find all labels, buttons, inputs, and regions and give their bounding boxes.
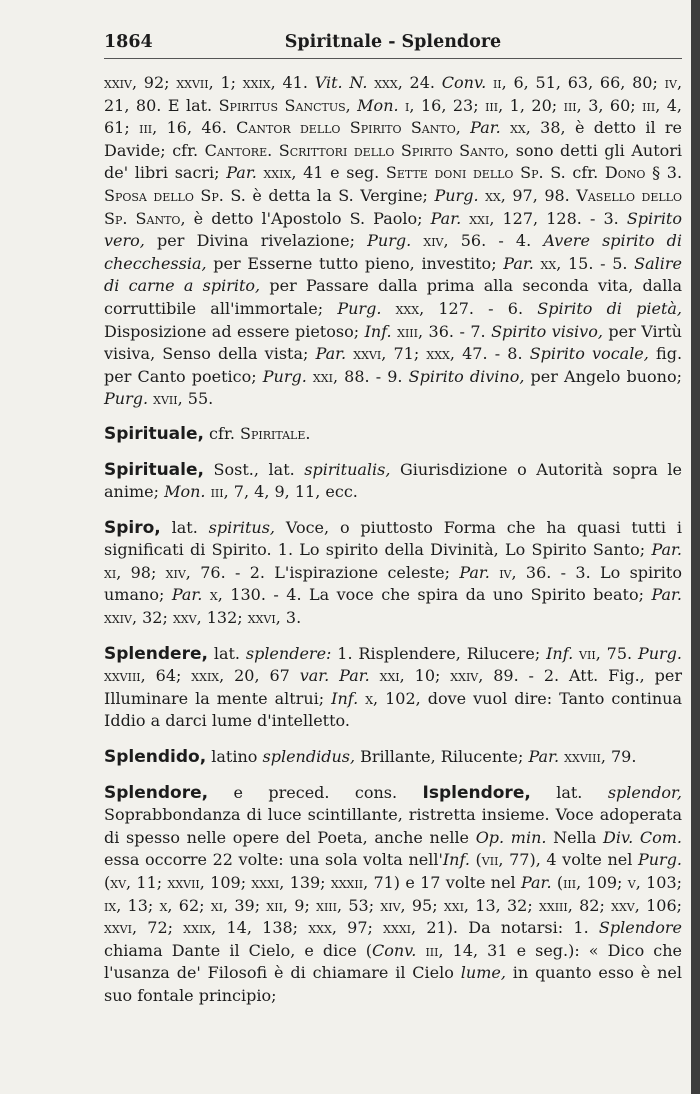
text-run: , 56. - 4. (443, 231, 544, 251)
text-run: ( (104, 873, 111, 892)
text-run (534, 254, 541, 273)
small-caps-text: x (159, 895, 168, 915)
text-run: , 21, 80. E lat. (104, 73, 683, 115)
small-caps-text: xxiv (104, 608, 132, 628)
entry-splendore (104, 782, 682, 1008)
text-run: , (455, 118, 471, 138)
text-run: , 36. - 7. (417, 321, 492, 341)
text-run: ( (551, 873, 564, 892)
small-caps-text: vii (579, 643, 596, 663)
headword: Splendido, (104, 747, 207, 768)
dictionary-text (104, 72, 682, 1021)
small-caps-text: xiii (316, 895, 337, 915)
text-run: , 130. - 4. La voce che spira da uno Spirito beato; (217, 585, 652, 605)
text-run: ( (469, 850, 482, 870)
italic-text: Par. (470, 118, 501, 138)
small-caps-text: xxv (611, 895, 635, 915)
italic-text: Par. (430, 208, 462, 228)
italic-text: Par. (528, 747, 560, 767)
italic-text: Purg. (337, 298, 382, 318)
italic-text: Salire di carne a spirito, (104, 253, 683, 296)
text-run: . (267, 140, 279, 160)
italic-text: Purg. (104, 389, 149, 409)
text-run: , 32; (131, 608, 173, 628)
text-run: per Virtù visiva, Senso della vista; (104, 321, 682, 364)
text-run (490, 563, 499, 582)
small-caps-text: xxi (312, 366, 333, 386)
text-run: lat. (160, 517, 209, 537)
italic-text: Par. (171, 585, 203, 605)
small-caps-text: Sette doni dello Sp. S. (385, 163, 566, 183)
text-run (411, 231, 423, 250)
small-caps-text: xxx (374, 73, 398, 92)
text-run: Giurisdizione o Autorità sopra le anime; (104, 459, 682, 502)
page-edge (691, 0, 700, 1094)
small-caps-text: xx (510, 118, 526, 138)
running-header (104, 30, 682, 59)
italic-text: Avere spirito di checchessia, (104, 231, 683, 273)
text-run: , 88. - 9. (332, 366, 409, 386)
italic-text: var. (299, 666, 330, 686)
small-caps-text: iii (139, 118, 153, 138)
text-run: Nella (546, 827, 604, 847)
text-run: , 55. (177, 389, 214, 409)
small-caps-text: xiv (380, 895, 401, 915)
headword: Splendore, (104, 782, 209, 803)
italic-text: Par. (651, 540, 682, 560)
text-run: , sono detti gli Autori de' libri sacri; (104, 140, 683, 183)
text-run (329, 666, 339, 685)
text-run: in quanto esso è nel suo fontale principio; (104, 963, 683, 1005)
italic-text: Spirito vocale, (529, 344, 649, 364)
small-caps-text: vii (481, 850, 499, 870)
text-run: Brillante, Rilucente; (355, 747, 529, 767)
small-caps-text: ii (492, 73, 502, 92)
italic-text: Inf. (442, 850, 470, 870)
text-run: , 127. - 6. (419, 298, 538, 318)
text-run: per Divina rivelazione; (144, 231, 368, 251)
italic-text: splendere: (245, 643, 332, 663)
text-run: , 95; (400, 895, 444, 915)
small-caps-text: xxix (183, 918, 212, 938)
italic-text: Vit. N. (314, 73, 368, 92)
text-run: cfr. (565, 163, 605, 183)
small-caps-text: xi (104, 562, 117, 582)
italic-text: Spirito divino, (408, 366, 525, 386)
small-caps-text: iii (563, 95, 577, 115)
small-caps-text: xxi (379, 666, 400, 686)
text-run: , 1, 20; (498, 95, 564, 115)
small-caps-text: iv (664, 73, 677, 92)
text-run: , 21). Da notarsi: 1. (411, 918, 599, 938)
text-run: e preced. cons. (208, 782, 423, 802)
small-caps-text: xii (266, 895, 283, 915)
text-run: , 76. - 2. L'ispirazione celeste; (185, 562, 460, 582)
italic-text: Spirito di pietà, (537, 298, 682, 318)
text-run: , 109; (199, 873, 252, 892)
text-run: , 79. (600, 747, 637, 767)
small-caps-text: x (365, 688, 374, 708)
text-run: , 139; (279, 873, 331, 892)
small-caps-text: xxvii (176, 73, 209, 92)
small-caps-text: iii (425, 940, 439, 960)
text-run: , 38, è detto il re Davide; cfr. (104, 118, 683, 160)
text-run: lat. (530, 782, 608, 802)
text-run: , 72; (131, 918, 184, 938)
text-run: , 41. (270, 73, 315, 92)
entry-splendido (104, 746, 682, 769)
italic-text: spiritus, (208, 517, 276, 537)
text-run: per Passare dalla prima alla seconda vita, dalla corruttibile all'immortale; (104, 276, 683, 318)
text-run: , 62; (167, 895, 211, 915)
small-caps-text: v (627, 873, 636, 892)
small-caps-text: xxiii (539, 895, 568, 915)
text-run: , 102, dove vuol dire: Tanto continua Iddio a darci lume d'intelletto. (104, 688, 683, 731)
headword: Spirituale, (104, 459, 204, 480)
text-run: , 77), 4 volte nel (498, 850, 638, 870)
text-run: essa occorre 22 volte: una sola volta nell' (104, 850, 443, 870)
small-caps-text: Cantore (204, 140, 268, 160)
small-caps-text: xxvi (247, 608, 276, 628)
headword: Spiro, (104, 517, 161, 538)
text-run (501, 118, 510, 137)
text-run: , 47. - 8. (449, 344, 530, 364)
text-run: , 41 e seg. (291, 163, 386, 183)
small-caps-text: xi (210, 895, 223, 915)
small-caps-text: xv (110, 873, 127, 892)
headword: Splendere, (104, 643, 208, 664)
text-run: Disposizione ad essere pietoso; (104, 321, 365, 341)
text-run: , 132; (196, 608, 248, 628)
text-run: per Esserne tutto pieno, investito; (206, 253, 504, 273)
italic-text: Purg. (637, 643, 682, 663)
italic-text: lume, (460, 963, 506, 983)
entry-splendere (104, 643, 682, 733)
text-run: , 98; (116, 562, 166, 582)
italic-text: Par. (503, 253, 534, 273)
italic-text: spiritualis, (304, 459, 391, 479)
text-run: , 109; (576, 873, 628, 892)
italic-text: Mon. (357, 95, 399, 115)
text-run: , 9; (282, 895, 317, 915)
text-run: , 103; (635, 873, 683, 892)
small-caps-text: iii (210, 482, 224, 502)
italic-text: Splendore (598, 918, 682, 938)
page-number: 1864 (104, 32, 153, 52)
italic-text: Op. min. (475, 827, 547, 847)
small-caps-text: xxxi (383, 918, 411, 938)
text-run: , 14, 138; (211, 918, 309, 938)
text-run: , 82; (567, 895, 612, 915)
small-caps-text: Vasello dello Sp. Santo (104, 185, 683, 228)
small-caps-text: xxxi (251, 873, 280, 892)
text-run: , 11; (126, 873, 168, 892)
text-run: , 6, 51, 63, 66, 80; (501, 73, 665, 92)
italic-text: Inf. (331, 688, 359, 708)
text-run: , 89. - 2. Att. Fig., per Illuminare la mente altrui; (104, 666, 683, 708)
small-caps-text: xxviii (564, 747, 601, 767)
text-run: , 75. (595, 643, 638, 663)
text-run: , 71) e 17 volte nel (363, 873, 521, 892)
italic-text: Par. (339, 666, 370, 686)
text-run: , 106; (634, 895, 683, 915)
italic-text: Conv. (371, 940, 417, 960)
running-title: Spiritnale - Splendore (284, 32, 502, 52)
text-run: , 16, 23; (409, 95, 486, 115)
small-caps-text: xvii (153, 389, 178, 409)
text-run: § 3. (645, 163, 683, 183)
italic-text: Inf. (546, 643, 574, 663)
small-caps-text: xx (485, 185, 501, 205)
small-caps-text: Spiritale (240, 423, 306, 443)
text-run: è detta la S. Vergine; (245, 185, 435, 205)
text-run: Soprabbondanza di luce scintillante, ristretta insieme. Voce adoperata di spesso nelle opere del Poeta, anche nelle (104, 805, 682, 847)
text-run: , 4, 61; (104, 95, 682, 138)
small-caps-text: xxv (172, 608, 197, 628)
text-run: , 24. (397, 73, 442, 92)
small-caps-text: xxvi (104, 918, 132, 938)
headword: Spirituale, (104, 423, 204, 444)
small-caps-text: xxix (242, 73, 271, 92)
text-run: , 20, 67 (219, 666, 300, 686)
text-run: , è detto l'Apostolo S. Paolo; (180, 208, 431, 228)
small-caps-text: Sposa dello Sp. S. (104, 185, 246, 205)
italic-text: Purg. (367, 231, 412, 251)
italic-text: Purg. (262, 366, 307, 386)
small-caps-text: xxi (469, 208, 490, 228)
text-run: lat. (207, 643, 246, 663)
italic-text: Par. (226, 163, 257, 183)
small-caps-text: i (405, 95, 410, 115)
small-caps-text: xxvii (167, 873, 200, 892)
small-caps-text: xxx (308, 918, 332, 938)
text-run: Voce, o piuttosto Forma che ha quasi tutti i significati di Spirito. 1. Lo spirito della Divinità, Lo Spirito Santo; (104, 517, 683, 560)
text-run (381, 299, 395, 318)
text-run: , 13; (116, 895, 160, 915)
small-caps-text: Cantor dello Spirito Santo (236, 118, 456, 138)
text-run: chiama Dante il Cielo, e dice ( (104, 940, 372, 960)
italic-text: Par. (651, 585, 683, 605)
small-caps-text: iii (485, 95, 499, 115)
small-caps-text: xxxii (330, 873, 364, 892)
text-run: , 7, 4, 9, 11, ecc. (223, 482, 358, 502)
text-run: , 36. - 3. Lo spirito umano; (104, 562, 682, 605)
italic-text: Purg. (637, 850, 683, 870)
text-run: , 3, 60; (576, 95, 643, 115)
small-caps-text: xxix (191, 666, 220, 686)
text-run: fig. per Canto poetico; (104, 344, 683, 386)
text-run: cfr. (203, 423, 240, 443)
italic-text: Mon. (164, 482, 206, 502)
entry-spiro (104, 517, 682, 630)
small-caps-text: Dono (604, 163, 646, 183)
small-caps-text: xxix (263, 163, 292, 183)
small-caps-text: iii (642, 95, 656, 115)
italic-text: splendidus, (262, 747, 356, 767)
text-run: , 97, 98. (500, 185, 577, 205)
italic-text: Inf. (364, 321, 392, 341)
entry-spirituale-1 (104, 423, 682, 446)
text-run: , 97; (331, 918, 384, 938)
italic-text: Div. Com. (603, 827, 682, 847)
italic-text: Spirito vero, (104, 208, 682, 251)
text-run: latino (206, 747, 263, 767)
text-run: per Angelo buono; (524, 366, 682, 386)
small-caps-text: xxvi (353, 344, 382, 364)
small-caps-text: xxi (443, 895, 464, 915)
italic-text: Par. (315, 344, 347, 364)
headword: Isplendore, (422, 782, 531, 803)
small-caps-text: Scrittori dello Spirito Santo (278, 140, 505, 160)
small-caps-text: xiv (165, 562, 186, 582)
text-run: , 1; (208, 73, 243, 92)
text-run: , 3. (275, 608, 302, 628)
text-run: , 39; (223, 895, 267, 915)
text-run: , 15. - 5. (556, 253, 635, 273)
text-run (486, 73, 493, 92)
small-caps-text: iii (563, 873, 577, 892)
text-run: , (345, 95, 358, 115)
text-run: , 127, 128. - 3. (489, 208, 627, 228)
text-run: 1. Risplendere, Rilucere; (331, 643, 547, 663)
italic-text: Purg. (434, 185, 479, 205)
small-caps-text: xx (540, 253, 557, 273)
entry-spirituale-2 (104, 459, 682, 504)
text-run: , 53; (337, 895, 381, 915)
text-run: , 10; (399, 666, 451, 686)
small-caps-text: xxx (426, 344, 450, 364)
small-caps-text: xiv (423, 231, 444, 251)
small-caps-text: xiii (397, 321, 418, 341)
text-run (370, 666, 380, 685)
small-caps-text: Spiritus Sanctus (218, 95, 346, 115)
text-run: , 13, 32; (463, 895, 540, 915)
text-run: , 64; (140, 666, 192, 686)
entry-spirito-continued (104, 72, 682, 411)
small-caps-text: xxx (395, 298, 420, 318)
italic-text: Par. (520, 873, 552, 892)
small-caps-text: x (209, 585, 218, 605)
text-run: , 92; (131, 73, 177, 92)
italic-text: Spirito visivo, (491, 321, 603, 341)
small-caps-text: xxviii (104, 666, 141, 686)
text-run: , 14, 31 e seg.): « Dico che l'usanza de' Filosofi è di chiamare il Cielo (104, 940, 682, 983)
text-run: , 71; (381, 344, 427, 364)
text-run (202, 585, 209, 604)
small-caps-text: xxiv (450, 666, 479, 686)
text-run: . (305, 423, 311, 443)
small-caps-text: xxiv (104, 73, 132, 92)
small-caps-text: ix (104, 895, 117, 915)
italic-text: splendor, (607, 782, 683, 802)
italic-text: Conv. (441, 73, 487, 92)
text-run: Sost., lat. (203, 459, 305, 479)
text-run: , 16, 46. (152, 118, 237, 138)
italic-text: Par. (459, 562, 490, 582)
small-caps-text: iv (499, 562, 512, 582)
